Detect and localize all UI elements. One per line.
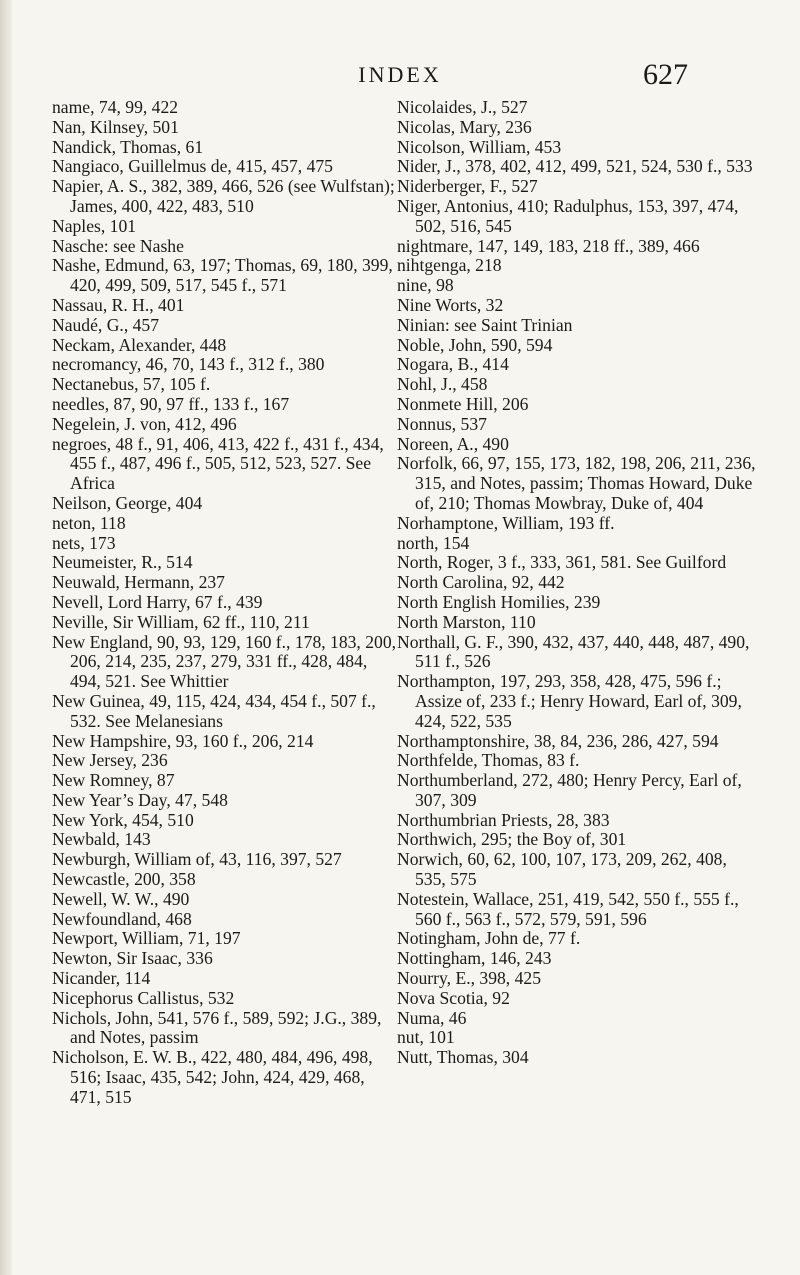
index-entry: Newbald, 143	[52, 829, 151, 850]
index-entry: Naples, 101	[52, 215, 137, 236]
index-entry: Newcastle, 200, 358	[52, 869, 196, 890]
index-entry: Nonnus, 537	[397, 413, 487, 434]
index-entry: Nicolson, William, 453	[397, 136, 562, 157]
index-entry: Niderberger, F., 527	[397, 176, 538, 197]
index-entry: Neville, Sir William, 62 ff., 110, 211	[52, 611, 310, 632]
index-entry: Nicephorus Callistus, 532	[52, 987, 235, 1008]
index-entry: Nicolaides, J., 527	[397, 97, 528, 117]
index-entry: Neilson, George, 404	[52, 492, 203, 513]
index-entry: New Hampshire, 93, 160 f., 206, 214	[52, 730, 314, 751]
index-entry: Newton, Sir Isaac, 336	[52, 948, 213, 969]
index-entry: Nicholson, E. W. B., 422, 480, 484, 496, 498, 516; Isaac, 435, 542; John, 424, 429, 468, 471, 515	[52, 1047, 373, 1107]
index-entry: nets, 173	[52, 532, 116, 553]
index-entry: Nashe, Edmund, 63, 197; Thomas, 69, 180, 399, 420, 499, 509, 517, 545 f., 571	[52, 255, 393, 296]
index-entry: Nicander, 114	[52, 968, 151, 989]
index-entry: Nan, Kilnsey, 501	[52, 116, 179, 137]
index-entry: Noreen, A., 490	[397, 433, 509, 454]
index-entry: Naudé, G., 457	[52, 314, 160, 335]
index-entry: Neumeister, R., 514	[52, 552, 193, 573]
index-entry: Newfoundland, 468	[52, 908, 192, 929]
running-head: INDEX	[358, 62, 442, 87]
index-column-left	[52, 98, 397, 1108]
index-entry: necromancy, 46, 70, 143 f., 312 f., 380	[52, 354, 325, 375]
index-entry: Northwich, 295; the Boy of, 301	[397, 829, 627, 850]
index-entry: New Romney, 87	[52, 770, 175, 791]
index-entry: Newport, William, 71, 197	[52, 928, 241, 949]
index-entry: north, 154	[397, 532, 470, 553]
index-entry: nut, 101	[397, 1027, 455, 1048]
index-entry: Nassau, R. H., 401	[52, 294, 185, 315]
index-entry: Nourry, E., 398, 425	[397, 968, 541, 989]
index-entry: Notingham, John de, 77 f.	[397, 928, 581, 949]
index-entry: New York, 454, 510	[52, 809, 194, 830]
index-entry: Numa, 46	[397, 1007, 467, 1028]
index-entry: Neuwald, Hermann, 237	[52, 572, 225, 593]
index-entry: Northamptonshire, 38, 84, 236, 286, 427, 594	[397, 730, 719, 751]
index-entry: Nevell, Lord Harry, 67 f., 439	[52, 591, 263, 612]
index-entry: nine, 98	[397, 275, 454, 296]
index-entry: Northall, G. F., 390, 432, 437, 440, 448, 487, 490, 511 f., 526	[397, 631, 750, 672]
index-entry: Napier, A. S., 382, 389, 466, 526 (see Wulfstan); James, 400, 422, 483, 510	[52, 176, 395, 216]
index-entry: Nogara, B., 414	[397, 354, 509, 375]
index-entry: Nectanebus, 57, 105 f.	[52, 374, 211, 395]
index-entry: name, 74, 99, 422	[52, 97, 179, 117]
index-entry: Nohl, J., 458	[397, 374, 488, 395]
index-entry: needles, 87, 90, 97 ff., 133 f., 167	[52, 393, 290, 414]
index-entry: Noble, John, 590, 594	[397, 334, 553, 355]
index-entry: Nicolas, Mary, 236	[397, 116, 532, 137]
index-entry: Nandick, Thomas, 61	[52, 136, 204, 157]
index-entry: Notestein, Wallace, 251, 419, 542, 550 f., 555 f., 560 f., 563 f., 572, 579, 591, 596	[397, 888, 739, 929]
index-entry: Nutt, Thomas, 304	[397, 1047, 529, 1068]
index-entry: Northumberland, 272, 480; Henry Percy, Earl of, 307, 309	[397, 770, 742, 810]
index-entry: Northumbrian Priests, 28, 383	[397, 809, 610, 830]
index-entry: Nider, J., 378, 402, 412, 499, 521, 524, 530 f., 533	[397, 156, 753, 177]
index-entry: Nichols, John, 541, 576 f., 589, 592; J.G., 389, and Notes, passim	[52, 1007, 382, 1048]
index-entry: Nasche: see Nashe	[52, 235, 184, 256]
index-entry: New Guinea, 49, 115, 424, 434, 454 f., 507 f., 532. See Melanesians	[52, 690, 376, 731]
index-entry: New Year’s Day, 47, 548	[52, 789, 228, 810]
index-entry: negroes, 48 f., 91, 406, 413, 422 f., 431 f., 434, 455 f., 487, 496 f., 505, 512, 523, 527. See Africa	[52, 433, 384, 494]
page-edge-shadow	[0, 0, 12, 1275]
index-entry: Northfelde, Thomas, 83 f.	[397, 750, 580, 771]
index-entry: nightmare, 147, 149, 183, 218 ff., 389, 466	[397, 235, 700, 256]
index-entry: Neckam, Alexander, 448	[52, 334, 227, 355]
index-entry: New Jersey, 236	[52, 750, 168, 771]
index-entry: North English Homilies, 239	[397, 591, 601, 612]
index-entry: Northampton, 197, 293, 358, 428, 475, 596 f.; Assize of, 233 f.; Henry Howard, Earl of, 309, 424, 522, 535	[397, 671, 742, 731]
page-number: 627	[643, 58, 688, 91]
index-entry: North, Roger, 3 f., 333, 361, 581. See Guilford	[397, 552, 727, 573]
index-entry: nihtgenga, 218	[397, 255, 502, 276]
index-entry: North Carolina, 92, 442	[397, 572, 565, 593]
index-entry: Nine Worts, 32	[397, 294, 504, 315]
index-entry: Negelein, J. von, 412, 496	[52, 413, 237, 434]
index-entry: Norfolk, 66, 97, 155, 173, 182, 198, 206, 211, 236, 315, and Notes, passim; Thomas Howard, Duke of, 210; Thomas Mowbray, Duke of, 404	[397, 453, 756, 513]
index-entry: North Marston, 110	[397, 611, 536, 632]
index-entry: Nangiaco, Guillelmus de, 415, 457, 475	[52, 156, 333, 177]
index-entry: New England, 90, 93, 129, 160 f., 178, 183, 200, 206, 214, 235, 237, 279, 331 ff., 428, 484, 494, 521. See Whittier	[52, 631, 397, 692]
index-entry: Norwich, 60, 62, 100, 107, 173, 209, 262, 408, 535, 575	[397, 849, 727, 890]
index-column-right	[397, 98, 762, 1068]
index-entry: neton, 118	[52, 512, 126, 533]
index-entry: Niger, Antonius, 410; Radulphus, 153, 397, 474, 502, 516, 545	[397, 195, 739, 236]
index-entry: Norhamptone, William, 193 ff.	[397, 512, 615, 533]
index-entry: Newell, W. W., 490	[52, 888, 190, 909]
index-entry: Nova Scotia, 92	[397, 987, 510, 1008]
index-entry: Newburgh, William of, 43, 116, 397, 527	[52, 849, 342, 870]
page-header	[0, 58, 800, 98]
index-entry: Nonmete Hill, 206	[397, 393, 529, 414]
index-entry: Ninian: see Saint Trinian	[397, 314, 573, 335]
index-entry: Nottingham, 146, 243	[397, 948, 552, 969]
